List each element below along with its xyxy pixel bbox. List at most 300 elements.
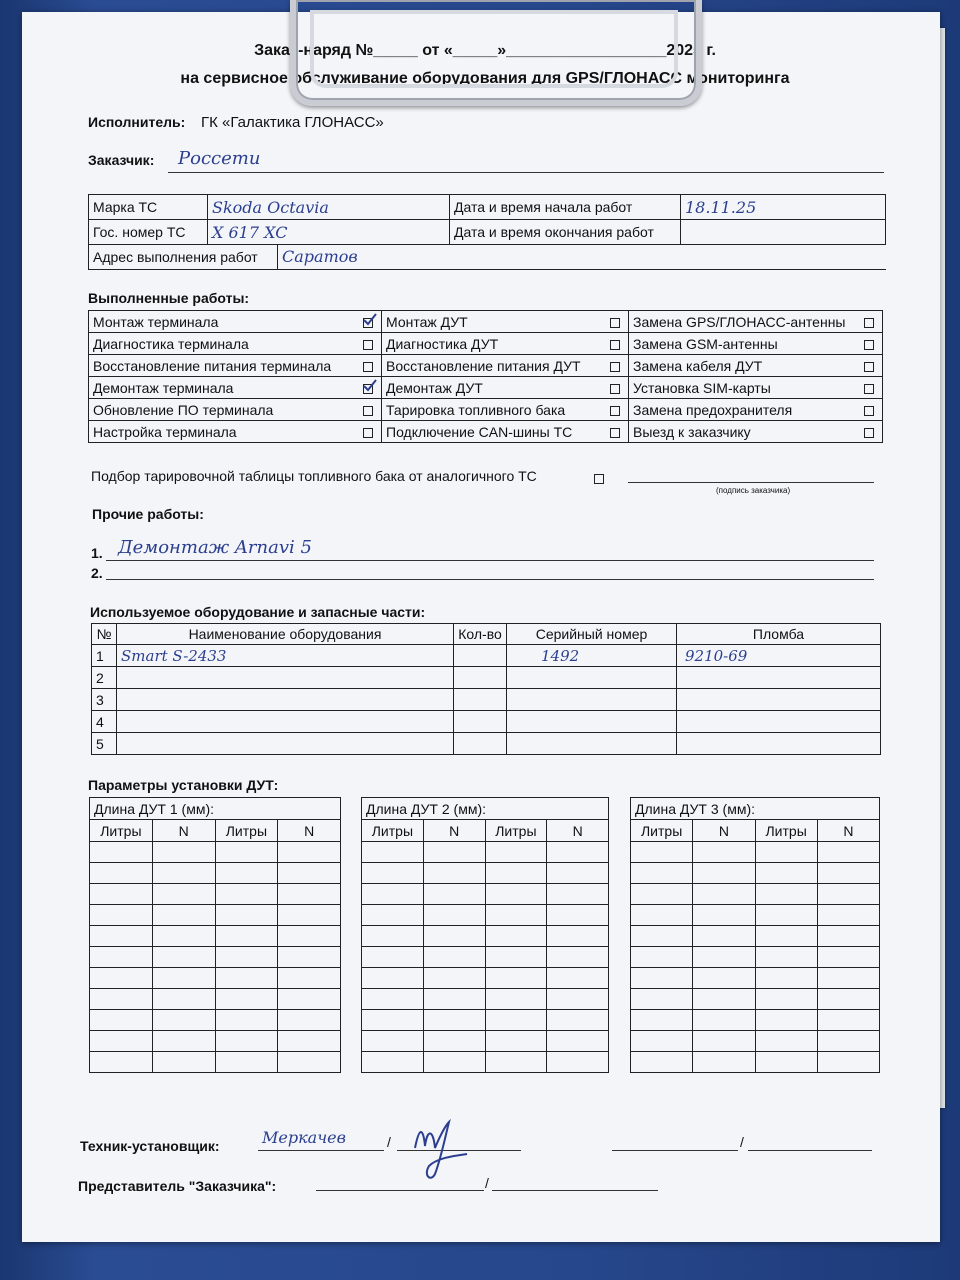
work-item-label: Подключение CAN-шины ТС <box>386 423 573 440</box>
dut-cell[interactable] <box>693 968 755 989</box>
other-work-1-line <box>106 560 874 561</box>
work-checkbox[interactable] <box>363 428 373 438</box>
customer-signature-line <box>628 482 874 483</box>
work-item-label: Выезд к заказчику <box>633 423 751 440</box>
work-item-label: Замена кабеля ДУТ <box>633 357 763 374</box>
work-item-label: Восстановление питания ДУТ <box>386 357 581 374</box>
dut-cell[interactable] <box>362 926 424 947</box>
work-item[interactable] <box>89 311 382 333</box>
table-row <box>631 863 880 884</box>
vehicle-table <box>88 194 886 245</box>
dut-cell[interactable] <box>278 968 341 989</box>
dut-cell[interactable] <box>423 842 485 863</box>
equipment-cell[interactable] <box>677 711 881 733</box>
dut-cell[interactable] <box>485 1052 547 1073</box>
equipment-cell[interactable] <box>454 733 507 755</box>
dut-cell[interactable] <box>152 1010 215 1031</box>
work-checkbox[interactable] <box>610 428 620 438</box>
dut-cell[interactable] <box>362 884 424 905</box>
table-row <box>362 884 609 905</box>
dut-cell[interactable] <box>215 1010 278 1031</box>
row-number: 5 <box>92 733 117 755</box>
dut-cell[interactable] <box>90 905 153 926</box>
table-row <box>90 1010 341 1031</box>
dut-cell[interactable] <box>631 863 693 884</box>
dut-cell[interactable] <box>817 1052 879 1073</box>
dut-block <box>89 797 341 1073</box>
equipment-cell[interactable] <box>677 689 881 711</box>
dut-cell[interactable] <box>152 1052 215 1073</box>
dut-cell[interactable] <box>362 863 424 884</box>
dut-cell[interactable] <box>817 1010 879 1031</box>
work-checkbox[interactable] <box>610 318 620 328</box>
dut-cell[interactable] <box>485 926 547 947</box>
dut-cell[interactable] <box>152 1031 215 1052</box>
equipment-title: Используемое оборудование и запасные части: <box>90 604 426 620</box>
plate-text: X 617 XC <box>212 222 288 242</box>
rep-separator: / <box>485 1175 489 1191</box>
dut-cell[interactable] <box>693 947 755 968</box>
dut-cell[interactable] <box>278 989 341 1010</box>
table-row <box>631 1031 880 1052</box>
table-row <box>362 926 609 947</box>
dut-cell[interactable] <box>631 905 693 926</box>
tech2-sign-line <box>748 1150 872 1151</box>
dut-cell[interactable] <box>152 926 215 947</box>
dut-cell[interactable] <box>215 989 278 1010</box>
dut-col-header: N <box>693 820 755 842</box>
tech-signature <box>405 1118 475 1186</box>
dut-cell[interactable] <box>755 947 817 968</box>
dut-cell[interactable] <box>152 884 215 905</box>
equipment-cell[interactable] <box>507 733 677 755</box>
start-value[interactable] <box>681 195 886 220</box>
dut-cell[interactable] <box>278 947 341 968</box>
end-label: Дата и время окончания работ <box>450 220 681 245</box>
dut-cell[interactable] <box>215 863 278 884</box>
dut-col-header: N <box>817 820 879 842</box>
dut-cell[interactable] <box>547 1052 609 1073</box>
dut-cell[interactable] <box>485 863 547 884</box>
work-item-label: Замена GPS/ГЛОНАСС-антенны <box>633 313 846 330</box>
work-item-label: Диагностика ДУТ <box>386 335 499 352</box>
dut-cell[interactable] <box>817 926 879 947</box>
dut-cell[interactable] <box>547 884 609 905</box>
work-checkbox[interactable] <box>864 318 874 328</box>
start-label: Дата и время начала работ <box>450 195 681 220</box>
equipment-cell[interactable] <box>454 667 507 689</box>
equipment-cell[interactable] <box>454 689 507 711</box>
work-item[interactable] <box>89 377 382 399</box>
dut-cell[interactable] <box>693 863 755 884</box>
brand-text: Skoda Octavia <box>212 197 329 217</box>
dut-cell[interactable] <box>152 842 215 863</box>
equipment-cell[interactable] <box>507 689 677 711</box>
dut-cell[interactable] <box>278 1010 341 1031</box>
equipment-cell[interactable] <box>507 667 677 689</box>
table-row <box>92 667 881 689</box>
customer-label: Заказчик: <box>88 152 155 168</box>
dut-cell[interactable] <box>755 1031 817 1052</box>
dut-cell[interactable] <box>547 947 609 968</box>
equipment-cell[interactable] <box>117 689 454 711</box>
equipment-header-seal: Пломба <box>677 624 881 645</box>
dut-cell[interactable] <box>362 1010 424 1031</box>
dut-cell[interactable] <box>485 947 547 968</box>
dut-cell[interactable] <box>362 1031 424 1052</box>
work-item[interactable] <box>629 377 883 399</box>
signature-caption: (подпись заказчика) <box>716 486 791 495</box>
work-item-label: Тарировка топливного бака <box>386 401 566 418</box>
work-checkbox[interactable] <box>610 384 620 394</box>
equipment-header-qty: Кол-во <box>454 624 507 645</box>
table-row <box>92 733 881 755</box>
work-item-label: Установка SIM-карты <box>633 379 771 396</box>
work-item[interactable] <box>382 311 629 333</box>
dut-cell[interactable] <box>755 926 817 947</box>
dut-cell[interactable] <box>693 1010 755 1031</box>
table-row <box>90 947 341 968</box>
dut-cell[interactable] <box>362 905 424 926</box>
table-row <box>362 947 609 968</box>
dut-cell[interactable] <box>215 905 278 926</box>
dut-cell[interactable] <box>152 989 215 1010</box>
customer-line <box>168 172 884 173</box>
dut-cell[interactable] <box>693 989 755 1010</box>
work-item[interactable] <box>89 421 382 443</box>
dut-cell[interactable] <box>423 884 485 905</box>
dut-cell[interactable] <box>547 1010 609 1031</box>
dut-cell[interactable] <box>152 947 215 968</box>
address-table <box>88 244 886 270</box>
work-item[interactable] <box>382 333 629 355</box>
tech-label: Техник-установщик: <box>80 1138 220 1154</box>
dut-cell[interactable] <box>631 1031 693 1052</box>
work-checkbox[interactable] <box>610 340 620 350</box>
dut-cell[interactable] <box>817 947 879 968</box>
dut-cell[interactable] <box>693 1052 755 1073</box>
dut-cell[interactable] <box>423 1031 485 1052</box>
dut-cell[interactable] <box>278 926 341 947</box>
work-item-label: Замена GSM-антенны <box>633 335 778 352</box>
dut-cell[interactable] <box>423 947 485 968</box>
dut-cell[interactable] <box>215 947 278 968</box>
work-item[interactable] <box>382 377 629 399</box>
dut-cell[interactable] <box>547 989 609 1010</box>
table-row <box>90 989 341 1010</box>
dut-cell[interactable] <box>215 842 278 863</box>
dut-cell[interactable] <box>485 1010 547 1031</box>
work-item[interactable] <box>89 355 382 377</box>
equipment-cell[interactable] <box>117 667 454 689</box>
customer-value[interactable]: Россети <box>178 148 261 169</box>
dut-cell[interactable] <box>90 1031 153 1052</box>
dut-cell[interactable] <box>755 1010 817 1031</box>
other-work-2-line <box>106 579 874 580</box>
table-row <box>90 863 341 884</box>
table-row <box>631 1010 880 1031</box>
table-row <box>90 1052 341 1073</box>
dut-cell[interactable] <box>423 968 485 989</box>
table-row <box>362 968 609 989</box>
dut-cell[interactable] <box>817 863 879 884</box>
other-work-1-value[interactable]: Демонтаж Arnavi 5 <box>118 537 312 558</box>
work-checkbox[interactable] <box>864 384 874 394</box>
dut-cell[interactable] <box>215 1052 278 1073</box>
dut-cell[interactable] <box>278 1031 341 1052</box>
equipment-cell[interactable] <box>677 667 881 689</box>
dut-cell[interactable] <box>278 863 341 884</box>
dut-cell[interactable] <box>423 1052 485 1073</box>
dut-col-header: N <box>423 820 485 842</box>
dut-col-header: Литры <box>362 820 424 842</box>
dut-cell[interactable] <box>631 989 693 1010</box>
work-checkbox[interactable] <box>363 318 373 328</box>
dut-cell[interactable] <box>278 1052 341 1073</box>
dut-cell[interactable] <box>152 863 215 884</box>
dut-cell[interactable] <box>817 884 879 905</box>
dut-cell[interactable] <box>755 905 817 926</box>
table-row <box>631 947 880 968</box>
dut-cell[interactable] <box>817 968 879 989</box>
work-item[interactable] <box>629 355 883 377</box>
dut-cell[interactable] <box>817 1031 879 1052</box>
work-checkbox[interactable] <box>864 340 874 350</box>
brand-label: Марка ТС <box>89 195 208 220</box>
dut-cell[interactable] <box>631 947 693 968</box>
dut-cell[interactable] <box>755 989 817 1010</box>
tech-name[interactable]: Меркачев <box>262 1128 346 1147</box>
end-value[interactable] <box>681 220 886 245</box>
work-checkbox[interactable] <box>363 384 373 394</box>
dut-cell[interactable] <box>423 863 485 884</box>
dut-cell[interactable] <box>485 1031 547 1052</box>
dut-col-header: Литры <box>485 820 547 842</box>
dut-cell[interactable] <box>215 1031 278 1052</box>
work-item-label: Восстановление питания терминала <box>93 357 332 374</box>
dut-cell[interactable] <box>631 842 693 863</box>
work-item[interactable] <box>382 355 629 377</box>
dut-cell[interactable] <box>215 884 278 905</box>
dut-cell[interactable] <box>817 905 879 926</box>
dut-cell[interactable] <box>755 884 817 905</box>
dut-cell[interactable] <box>631 884 693 905</box>
dut-cell[interactable] <box>90 884 153 905</box>
work-checkbox[interactable] <box>864 428 874 438</box>
dut-cell[interactable] <box>547 968 609 989</box>
dut-cell[interactable] <box>215 968 278 989</box>
table-row <box>631 1052 880 1073</box>
work-item[interactable] <box>382 421 629 443</box>
table-row <box>362 1052 609 1073</box>
dut-col-header: N <box>152 820 215 842</box>
work-item[interactable] <box>629 311 883 333</box>
dut-cell[interactable] <box>485 884 547 905</box>
clipboard-clip-inner <box>310 10 678 88</box>
dut-cell[interactable] <box>755 863 817 884</box>
dut-cell[interactable] <box>278 905 341 926</box>
dut-cell[interactable] <box>90 1010 153 1031</box>
dut-cell[interactable] <box>693 926 755 947</box>
table-row <box>362 842 609 863</box>
dut-cell[interactable] <box>362 968 424 989</box>
work-item-label: Настройка терминала <box>93 423 237 440</box>
row-number: 1 <box>92 645 117 667</box>
dut-cell[interactable] <box>90 989 153 1010</box>
work-item[interactable] <box>629 399 883 421</box>
work-checkbox[interactable] <box>864 362 874 372</box>
dut-cell[interactable] <box>362 842 424 863</box>
plate-value[interactable] <box>208 220 450 245</box>
dut-cell[interactable] <box>631 1052 693 1073</box>
brand-value[interactable] <box>208 195 450 220</box>
dut-cell[interactable] <box>152 968 215 989</box>
dut-cell[interactable] <box>90 863 153 884</box>
dut-block <box>630 797 880 1073</box>
dut-cell[interactable] <box>755 842 817 863</box>
dut-cell[interactable] <box>755 968 817 989</box>
work-checkbox[interactable] <box>363 362 373 372</box>
dut-cell[interactable] <box>485 905 547 926</box>
work-checkbox[interactable] <box>864 406 874 416</box>
equipment-header-serial: Серийный номер <box>507 624 677 645</box>
other-works-title: Прочие работы: <box>92 506 204 522</box>
work-item[interactable] <box>89 399 382 421</box>
dut-col-header: Литры <box>755 820 817 842</box>
equipment-cell[interactable] <box>117 711 454 733</box>
dut-cell[interactable] <box>631 926 693 947</box>
work-item[interactable] <box>629 421 883 443</box>
dut-length-label: Длина ДУТ 2 (мм): <box>362 798 609 820</box>
other-work-1-num: 1. <box>91 545 103 561</box>
dut-cell[interactable] <box>693 884 755 905</box>
work-checkbox[interactable] <box>363 406 373 416</box>
dut-col-header: Литры <box>90 820 153 842</box>
table-row <box>90 884 341 905</box>
plate-label: Гос. номер ТС <box>89 220 208 245</box>
address-value[interactable] <box>278 245 887 270</box>
dut-cell[interactable] <box>755 1052 817 1073</box>
dut-cell[interactable] <box>547 842 609 863</box>
dut-cell[interactable] <box>547 926 609 947</box>
executor-value: ГК «Галактика ГЛОНАСС» <box>201 114 384 131</box>
work-item[interactable] <box>89 333 382 355</box>
tariff-checkbox[interactable] <box>594 474 604 484</box>
work-checkbox[interactable] <box>363 340 373 350</box>
dut-cell[interactable] <box>90 968 153 989</box>
equipment-cell[interactable]: 9210-69 <box>677 645 881 667</box>
table-row <box>362 905 609 926</box>
dut-cell[interactable] <box>693 905 755 926</box>
dut-cell[interactable] <box>485 968 547 989</box>
dut-cell[interactable] <box>152 905 215 926</box>
check-mark-icon <box>363 379 377 393</box>
dut-length-label: Длина ДУТ 1 (мм): <box>90 798 341 820</box>
address-label: Адрес выполнения работ <box>89 245 278 270</box>
equipment-cell[interactable] <box>677 733 881 755</box>
dut-cell[interactable] <box>278 842 341 863</box>
table-row <box>92 711 881 733</box>
dut-cell[interactable] <box>90 926 153 947</box>
dut-cell[interactable] <box>362 947 424 968</box>
dut-cell[interactable] <box>278 884 341 905</box>
tech-name-line <box>258 1150 384 1151</box>
equipment-cell[interactable] <box>454 645 507 667</box>
works-title: Выполненные работы: <box>88 290 250 306</box>
equipment-cell[interactable]: 1492 <box>507 645 677 667</box>
work-checkbox[interactable] <box>610 406 620 416</box>
dut-cell[interactable] <box>423 905 485 926</box>
dut-title: Параметры установки ДУТ: <box>88 777 279 793</box>
dut-cell[interactable] <box>693 842 755 863</box>
table-row <box>362 1031 609 1052</box>
dut-cell[interactable] <box>215 926 278 947</box>
dut-length-label: Длина ДУТ 3 (мм): <box>631 798 880 820</box>
dut-cell[interactable] <box>547 905 609 926</box>
form-title-line2: на сервисное обслуживание оборудования для GPS/ГЛОНАСС мониторинга <box>180 70 790 87</box>
work-item-label: Монтаж ДУТ <box>386 313 468 330</box>
rep-label: Представитель "Заказчика": <box>78 1178 277 1194</box>
dut-col-header: N <box>278 820 341 842</box>
row-number: 3 <box>92 689 117 711</box>
equipment-cell[interactable] <box>507 711 677 733</box>
row-number: 4 <box>92 711 117 733</box>
dut-cell[interactable] <box>423 926 485 947</box>
table-row <box>362 1010 609 1031</box>
table-row <box>90 905 341 926</box>
dut-cell[interactable] <box>485 989 547 1010</box>
dut-cell[interactable] <box>547 1031 609 1052</box>
dut-cell[interactable] <box>817 842 879 863</box>
table-row <box>92 689 881 711</box>
work-item[interactable] <box>382 399 629 421</box>
equipment-table <box>91 623 881 755</box>
work-item[interactable] <box>629 333 883 355</box>
other-work-2-num: 2. <box>91 565 103 581</box>
equipment-cell[interactable] <box>117 733 454 755</box>
dut-cell[interactable] <box>423 989 485 1010</box>
dut-cell[interactable] <box>362 1052 424 1073</box>
rep-sign-line <box>492 1190 658 1191</box>
dut-cell[interactable] <box>631 1010 693 1031</box>
dut-cell[interactable] <box>90 947 153 968</box>
work-item-label: Демонтаж терминала <box>93 379 234 396</box>
dut-cell[interactable] <box>693 1031 755 1052</box>
work-checkbox[interactable] <box>610 362 620 372</box>
dut-cell[interactable] <box>485 842 547 863</box>
dut-cell[interactable] <box>423 1010 485 1031</box>
equipment-header-name: Наименование оборудования <box>117 624 454 645</box>
tech2-name-line <box>612 1150 738 1151</box>
dut-cell[interactable] <box>817 989 879 1010</box>
equipment-cell[interactable]: Smart S-2433 <box>117 645 454 667</box>
work-item-label: Замена предохранителя <box>633 401 793 418</box>
work-item-label: Демонтаж ДУТ <box>386 379 483 396</box>
dut-cell[interactable] <box>90 842 153 863</box>
dut-cell[interactable] <box>362 989 424 1010</box>
equipment-cell[interactable] <box>454 711 507 733</box>
form-title-line1: Заказ-наряд №_____ от «_____»__________________2025 г. <box>254 42 716 59</box>
start-text: 18.11.25 <box>685 197 757 217</box>
tariff-label: Подбор тарировочной таблицы топливного бака от аналогичного ТС <box>91 468 537 484</box>
dut-col-header: Литры <box>215 820 278 842</box>
work-item-label: Обновление ПО терминала <box>93 401 274 418</box>
table-row <box>362 989 609 1010</box>
dut-cell[interactable] <box>547 863 609 884</box>
dut-cell[interactable] <box>631 968 693 989</box>
table-row <box>631 905 880 926</box>
dut-cell[interactable] <box>90 1052 153 1073</box>
